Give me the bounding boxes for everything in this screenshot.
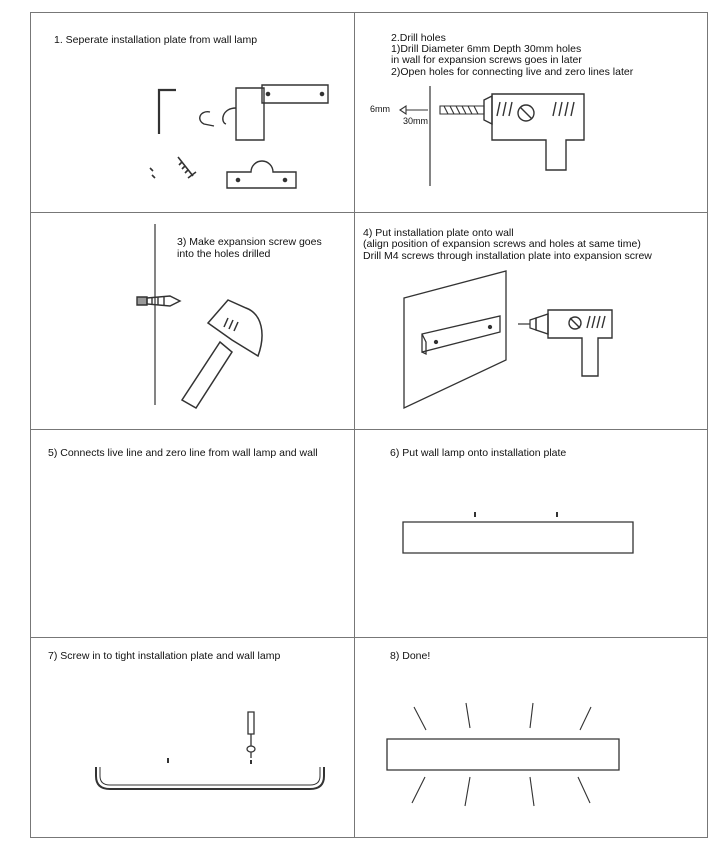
step-2-line-2: 1)Drill Diameter 6mm Depth 30mm holes <box>391 43 582 55</box>
step-5-label: 5) Connects live line and zero line from wall lamp and wall <box>48 447 318 459</box>
light-rays-icon <box>412 703 591 806</box>
step-2-line-3: in wall for expansion screws goes in later <box>391 54 582 66</box>
step-2-line-4: 2)Open holes for connecting live and zero lines later <box>391 66 634 78</box>
step-1-label: 1. Seperate installation plate from wall lamp <box>54 34 258 46</box>
lamp-bar-icon <box>387 739 619 770</box>
step-4-line-1: 4) Put installation plate onto wall <box>363 227 514 239</box>
step-3-line-1: 3) Make expansion screw goes <box>177 236 322 248</box>
step-6-label: 6) Put wall lamp onto installation plate <box>390 447 567 459</box>
step-3-line-2: into the holes drilled <box>177 248 271 260</box>
dimension-length-label: 30mm <box>403 116 429 126</box>
step-2-line-1: 2.Drill holes <box>391 32 446 44</box>
step-4-line-3: Drill M4 screws through installation plate into expansion screw <box>363 250 652 262</box>
step-4-line-2: (align position of expansion screws and holes at same time) <box>363 238 641 250</box>
step-8-label: 8) Done! <box>390 650 431 662</box>
step-7-label: 7) Screw in to tight installation plate and wall lamp <box>48 650 281 662</box>
dimension-depth-label: 6mm <box>370 104 390 114</box>
